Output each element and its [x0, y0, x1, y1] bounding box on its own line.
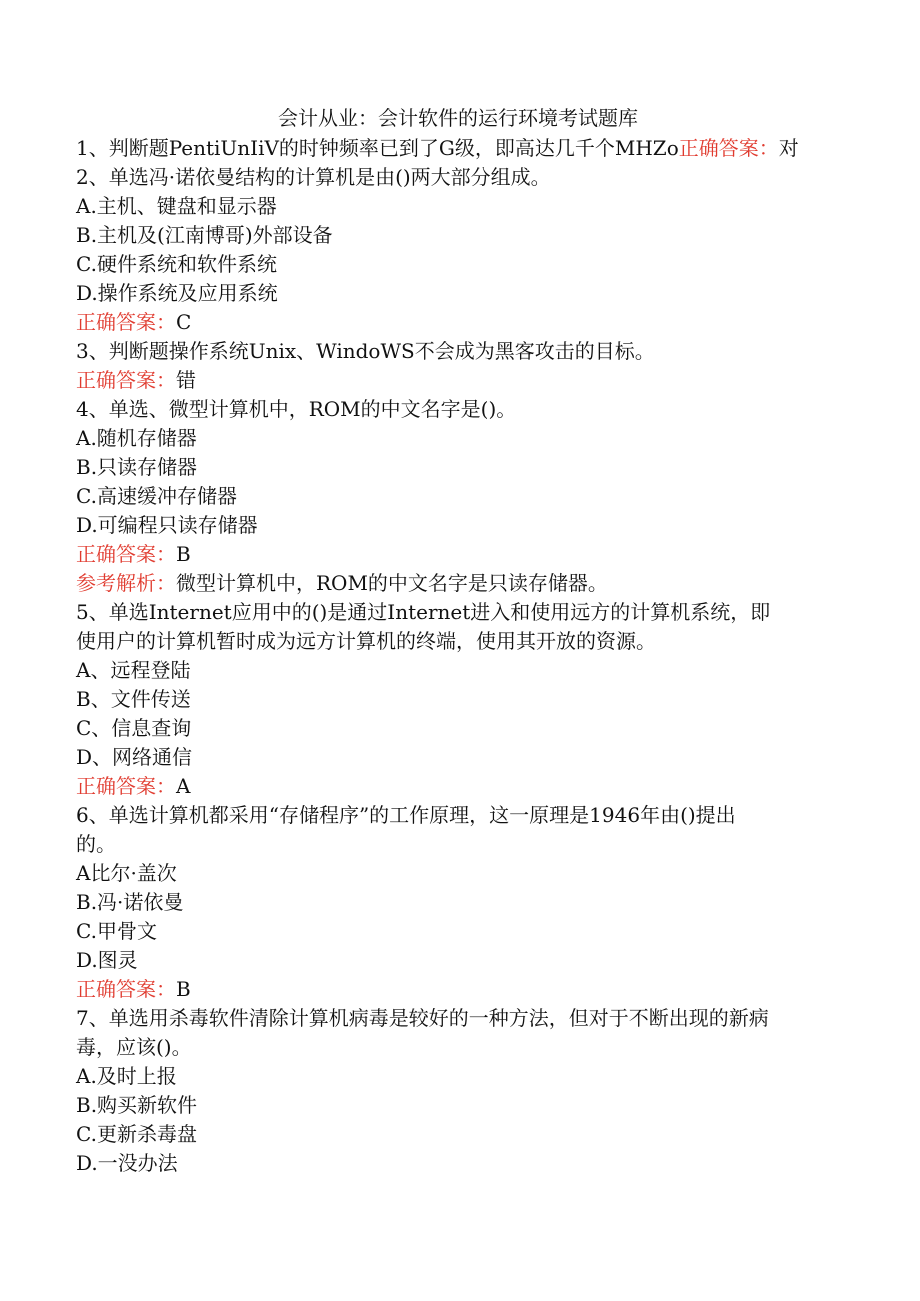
- answer-line: [76, 308, 832, 337]
- question-6-line-2: 的。: [76, 832, 116, 856]
- option-a: A比尔·盖次: [76, 861, 177, 885]
- option-c: C、信息查询: [76, 716, 192, 740]
- answer-label: 正确答案：: [76, 774, 176, 798]
- option-c: C.高速缓冲存储器: [76, 484, 237, 508]
- answer-value: B: [176, 977, 191, 1001]
- question-6-line-1: 6、单选计算机都采用“存储程序”的工作原理，这一原理是1946年由()提出: [76, 803, 736, 827]
- analysis-line: [76, 569, 832, 598]
- answer-line: [76, 540, 832, 569]
- question-5-line-2: 使用户的计算机暂时成为远方计算机的终端，使用其开放的资源。: [76, 629, 656, 653]
- question-2: 2、单选冯·诺依曼结构的计算机是由()两大部分组成。: [76, 165, 551, 189]
- answer-label: 正确答案：: [678, 136, 779, 160]
- answer-label: 正确答案：: [76, 310, 176, 334]
- option-d: D.可编程只读存储器: [76, 513, 258, 537]
- question-stem: 1、判断题PentiUnIiV的时钟频率已到了G级，即高达几千个MHZo: [76, 136, 679, 160]
- answer-line: [76, 772, 832, 801]
- option-d: D.图灵: [76, 948, 138, 972]
- answer-line: [76, 975, 832, 1004]
- option-d: D.一没办法: [76, 1151, 178, 1175]
- page-title: 会计从业：会计软件的运行环境考试题库: [278, 106, 638, 130]
- question-7-line-1: 7、单选用杀毒软件清除计算机病毒是较好的一种方法，但对于不断出现的新病: [76, 1006, 769, 1030]
- answer-value: A: [176, 774, 191, 798]
- option-a: A、远程登陆: [76, 658, 191, 682]
- answer-value: B: [176, 542, 191, 566]
- question-1: [76, 134, 832, 163]
- analysis-label: 参考解析：: [76, 571, 176, 595]
- answer-label: 正确答案：: [76, 542, 176, 566]
- option-b: B.主机及(江南博哥)外部设备: [76, 223, 333, 247]
- option-d: D.操作系统及应用系统: [76, 281, 278, 305]
- option-a: A.主机、键盘和显示器: [76, 194, 277, 218]
- option-b: B、文件传送: [76, 687, 191, 711]
- option-b: B.购买新软件: [76, 1093, 198, 1117]
- answer-line: [76, 366, 832, 395]
- option-b: B.冯·诺依曼: [76, 890, 184, 914]
- question-5-line-1: 5、单选Internet应用中的()是通过Internet进入和使用远方的计算机系统，即: [76, 600, 771, 624]
- option-b: B.只读存储器: [76, 455, 198, 479]
- option-a: A.及时上报: [76, 1064, 177, 1088]
- question-4: 4、单选、微型计算机中，ROM的中文名字是()。: [76, 397, 517, 421]
- answer-label: 正确答案：: [76, 977, 176, 1001]
- answer-value: C: [176, 310, 192, 334]
- analysis-text: 微型计算机中，ROM的中文名字是只读存储器。: [176, 571, 608, 595]
- option-d: D、网络通信: [76, 745, 193, 769]
- option-c: C.更新杀毒盘: [76, 1122, 197, 1146]
- option-a: A.随机存储器: [76, 426, 197, 450]
- option-c: C.甲骨文: [76, 919, 157, 943]
- answer-value: 错: [176, 368, 196, 392]
- question-7-line-2: 毒，应该()。: [76, 1035, 192, 1059]
- option-c: C.硬件系统和软件系统: [76, 252, 277, 276]
- answer-value: 对: [778, 136, 799, 160]
- question-3: 3、判断题操作系统Unix、WindoWS不会成为黑客攻击的目标。: [76, 339, 655, 363]
- answer-label: 正确答案：: [76, 368, 176, 392]
